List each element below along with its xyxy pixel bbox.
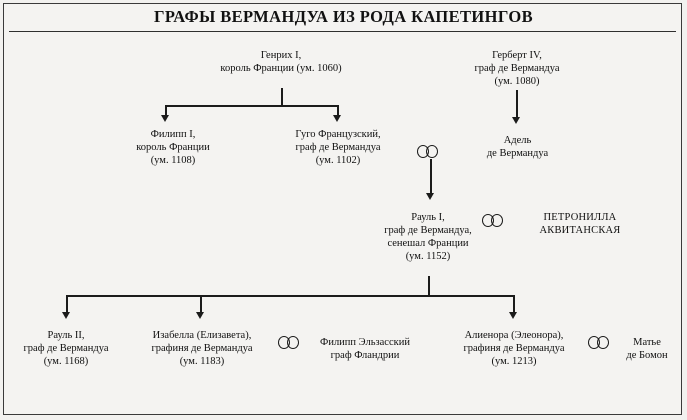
node-line: (ум. 1213) <box>491 356 537 367</box>
node-line: граф Фландрии <box>330 350 400 361</box>
node-line: де Вермандуа <box>486 148 549 159</box>
node-line: Герберт IV, <box>492 50 542 61</box>
ring-icon <box>597 336 609 349</box>
node-line: (ум. 1108) <box>150 155 196 166</box>
marriage-raul1-petronilla <box>482 214 508 227</box>
page-title: ГРАФЫ ВЕРМАНДУА ИЗ РОДА КАПЕТИНГОВ <box>153 7 534 26</box>
node-line: (ум. 1168) <box>43 356 89 367</box>
node-line: графиня де Вермандуа <box>151 343 253 354</box>
title-divider <box>9 31 676 32</box>
node-line: графиня де Вермандуа <box>463 343 565 354</box>
node-line: граф де Вермандуа <box>23 343 109 354</box>
arrow-to-raul1 <box>426 193 434 200</box>
arrow-to-philip1 <box>161 115 169 122</box>
node-line: (ум. 1080) <box>494 76 540 87</box>
node-line: Матье <box>633 337 661 348</box>
node-line: граф де Вермандуа, <box>384 225 472 236</box>
node-philip-alsace <box>302 336 428 362</box>
node-line: граф де Вермандуа <box>295 142 381 153</box>
node-line: (ум. 1152) <box>405 251 451 262</box>
node-alienora <box>440 329 588 368</box>
marriage-alienora-mathieu <box>588 336 614 349</box>
connector-henry-bar <box>165 105 338 107</box>
ring-icon <box>491 214 503 227</box>
node-line: АКВИТАНСКАЯ <box>539 225 621 236</box>
node-mathieu <box>612 336 682 362</box>
arrow-to-hugo <box>333 115 341 122</box>
node-line: де Бомон <box>626 350 668 361</box>
node-adel <box>450 134 585 160</box>
ring-icon <box>426 145 438 158</box>
node-line: (ум. 1102) <box>315 155 361 166</box>
marriage-isabella-philip <box>278 336 304 349</box>
node-line: Рауль II, <box>47 330 85 341</box>
arrow-to-adel <box>512 117 520 124</box>
connector-henry-stem <box>281 88 283 106</box>
node-line: Изабелла (Елизавета), <box>152 330 252 341</box>
connector-herbert-stem <box>516 90 518 118</box>
arrow-to-alienora <box>509 312 517 319</box>
node-line: Филипп I, <box>150 129 196 140</box>
node-herbert4 <box>437 49 597 88</box>
marriage-hugo-adel <box>417 145 443 158</box>
node-petronilla <box>512 211 648 237</box>
node-raul1 <box>373 211 483 263</box>
node-line: король Франции <box>136 142 210 153</box>
arrow-to-raul2 <box>62 312 70 319</box>
node-line: сенешал Франции <box>387 238 469 249</box>
connector-to-raul1 <box>430 159 432 195</box>
node-line: Гуго Французский, <box>295 129 381 140</box>
ring-icon <box>287 336 299 349</box>
node-line: ПЕТРОНИЛЛА <box>543 212 617 223</box>
connector-children-bar <box>66 295 514 297</box>
arrow-to-isabella <box>196 312 204 319</box>
connector-raul1-stem <box>428 276 430 296</box>
node-raul2 <box>10 329 122 368</box>
node-line: Рауль I, <box>411 212 445 223</box>
node-hugo <box>264 128 412 167</box>
node-isabella <box>128 329 276 368</box>
node-line: Генрих I, <box>260 50 302 61</box>
node-line: Филипп Эльзасский <box>320 337 410 348</box>
node-line: король Франции (ум. 1060) <box>220 63 342 74</box>
node-line: (ум. 1183) <box>179 356 225 367</box>
node-line: граф де Вермандуа <box>474 63 560 74</box>
node-line: Алиенора (Элеонора), <box>464 330 564 341</box>
node-philip1 <box>110 128 236 167</box>
node-line: Адель <box>503 135 532 146</box>
node-henry1 <box>176 49 386 75</box>
